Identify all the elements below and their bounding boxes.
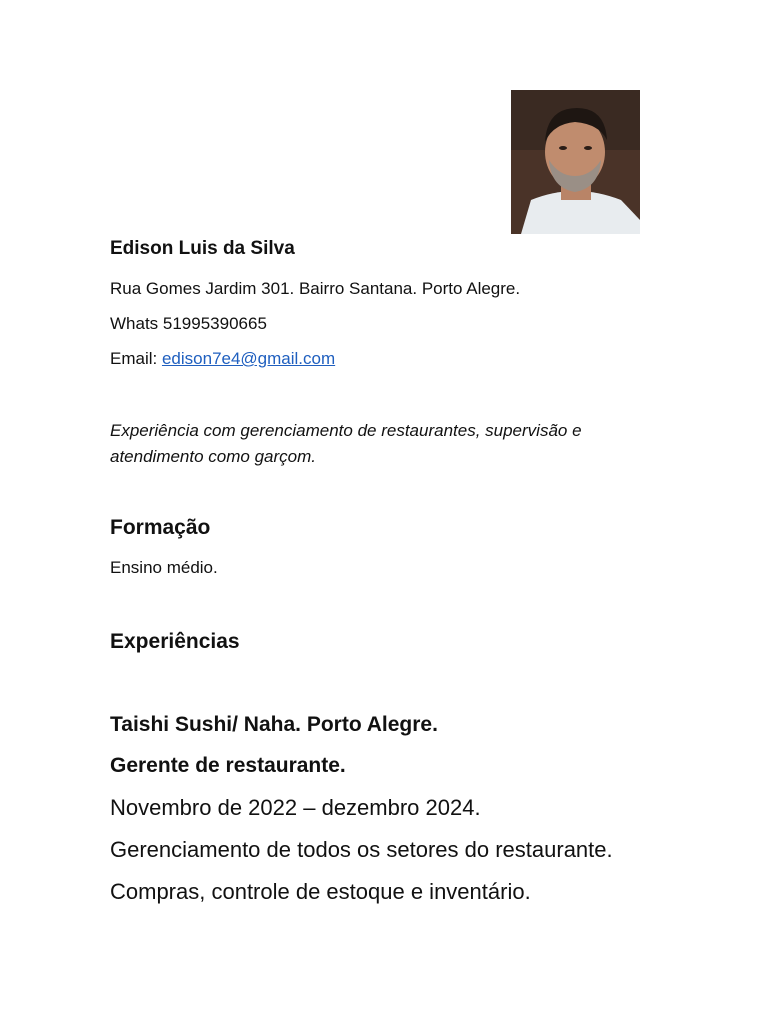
formacao-text: Ensino médio.	[110, 558, 218, 577]
job-description-line: Gerenciamento de todos os setores do restaurante.	[110, 837, 613, 862]
email-line	[110, 349, 335, 369]
experiencias-heading: Experiências	[110, 630, 240, 653]
email-link[interactable]: edison7e4@gmail.com	[161, 349, 336, 368]
formacao-heading: Formação	[110, 516, 211, 539]
profile-photo	[511, 90, 640, 234]
candidate-name: Edison Luis da Silva	[110, 238, 295, 259]
address: Rua Gomes Jardim 301. Bairro Santana. Porto Alegre.	[110, 279, 521, 298]
job-title: Gerente de restaurante.	[110, 754, 346, 777]
job-description-line: Compras, controle de estoque e inventário.	[110, 879, 531, 904]
email-label: Email:	[110, 349, 162, 368]
whatsapp-number: Whats 51995390665	[110, 314, 267, 333]
job-period: Novembro de 2022 – dezembro 2024.	[110, 795, 481, 820]
summary-text: Experiência com gerenciamento de restaurantes, supervisão e atendimento como garçom.	[110, 421, 582, 466]
job-company: Taishi Sushi/ Naha. Porto Alegre.	[110, 713, 438, 736]
